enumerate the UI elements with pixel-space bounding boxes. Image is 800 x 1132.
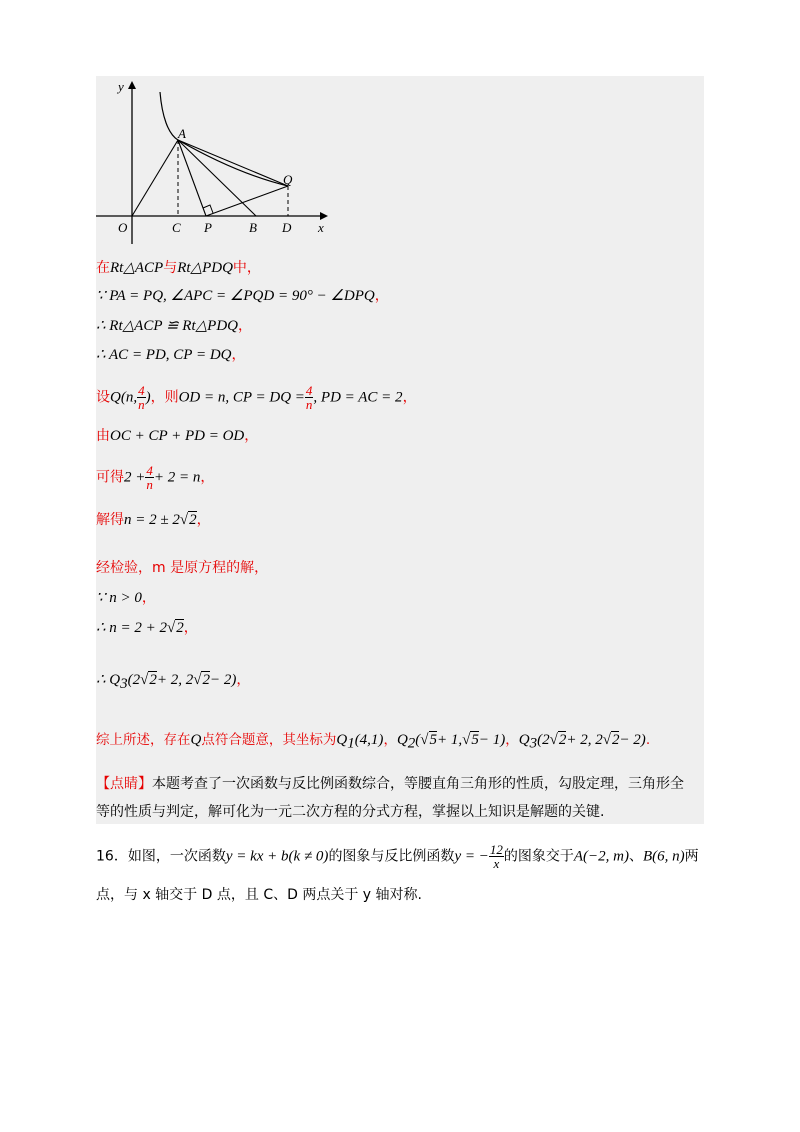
solution-line-13: 综上所述，存在Q点符合题意，其坐标为$Q_1(4,1)$，$Q_2(√5+ 1,√5- 1)$，$Q_3(2√2+ 2$, 2√2− 2). (96, 732, 651, 752)
segment-AQ (178, 140, 288, 186)
segment-AP (178, 140, 206, 216)
solution-line-6: 由OC + CP + PD = OD， (96, 428, 259, 444)
dianjing-line-2: 等的性质与判定，解可化为一元二次方程的分式方程，掌握以上知识是解题的关键. (96, 804, 605, 820)
dianjing-tag: 【点睛】 (96, 776, 152, 792)
label-Q: Q (283, 172, 293, 187)
label-O: O (118, 220, 128, 235)
solution-line-7: 可得2 + $\frac{4}{n}$ + 2 = n， (96, 463, 215, 492)
label-C: C (172, 220, 181, 235)
label-x: x (318, 220, 324, 235)
solution-line-5: 设Q(n, $\frac{4}{n}$ )，则OD = n, CP = DQ = $\frac{4}{n}$ , PD = AC = 2， (96, 383, 417, 412)
segment-OA (132, 140, 178, 216)
label-D: D (282, 220, 292, 235)
label-y: y (118, 79, 124, 94)
solution-line-10: ∵ n > 0， (96, 590, 156, 606)
solution-line-1: 在Rt△ACP与Rt△PDQ中， (96, 260, 261, 276)
fraction: $\frac{4}{n}$ (305, 383, 313, 412)
question-16-line-2: 点，与 x 轴交于 D 点，且 C、D 两点关于 y 轴对称. (96, 887, 422, 903)
label-P: P (204, 220, 212, 235)
dianjing-line-1: 【点睛】本题考查了一次函数与反比例函数综合，等腰直角三角形的性质，勾股定理，三角形全 (96, 776, 684, 792)
fraction: $\frac{4}{n}$ (146, 463, 153, 492)
label-A: A (178, 126, 186, 141)
fraction: $\frac{12}{x}$ (489, 842, 503, 871)
label-B: B (249, 220, 257, 235)
solution-line-8: 解得n = 2 ± 2√2， (96, 512, 211, 528)
question-16-line-1: 16．如图，一次函数y = kx + b(k ≠ 0)的图象与反比例函数y = − $\frac{12}{x}$ 的图象交于A(−2, m)、B(6, n)两 (96, 842, 699, 871)
segment-AB (178, 140, 256, 216)
solution-line-9: 经检验，m 是原方程的解， (96, 560, 269, 576)
x-axis-arrow (320, 212, 328, 220)
geometry-figure (96, 76, 336, 246)
solution-line-2: ∵ PA = PQ, ∠APC = ∠PQD = 90° − ∠DPQ， (96, 288, 389, 304)
y-axis-arrow (128, 81, 136, 89)
solution-line-3: ∴ Rt△ACP ≌ Rt△PDQ， (96, 318, 252, 334)
segment-PQ (206, 186, 288, 216)
fraction: $\frac{4}{n}$ (138, 383, 145, 412)
solution-line-4: ∴ AC = PD, CP = DQ， (96, 347, 246, 363)
solution-line-11: ∴ n = 2 + 2√2， (96, 620, 198, 636)
solution-line-12: ∴ $Q_3(2√2+ 2$, 2√2− 2)， (96, 672, 251, 692)
